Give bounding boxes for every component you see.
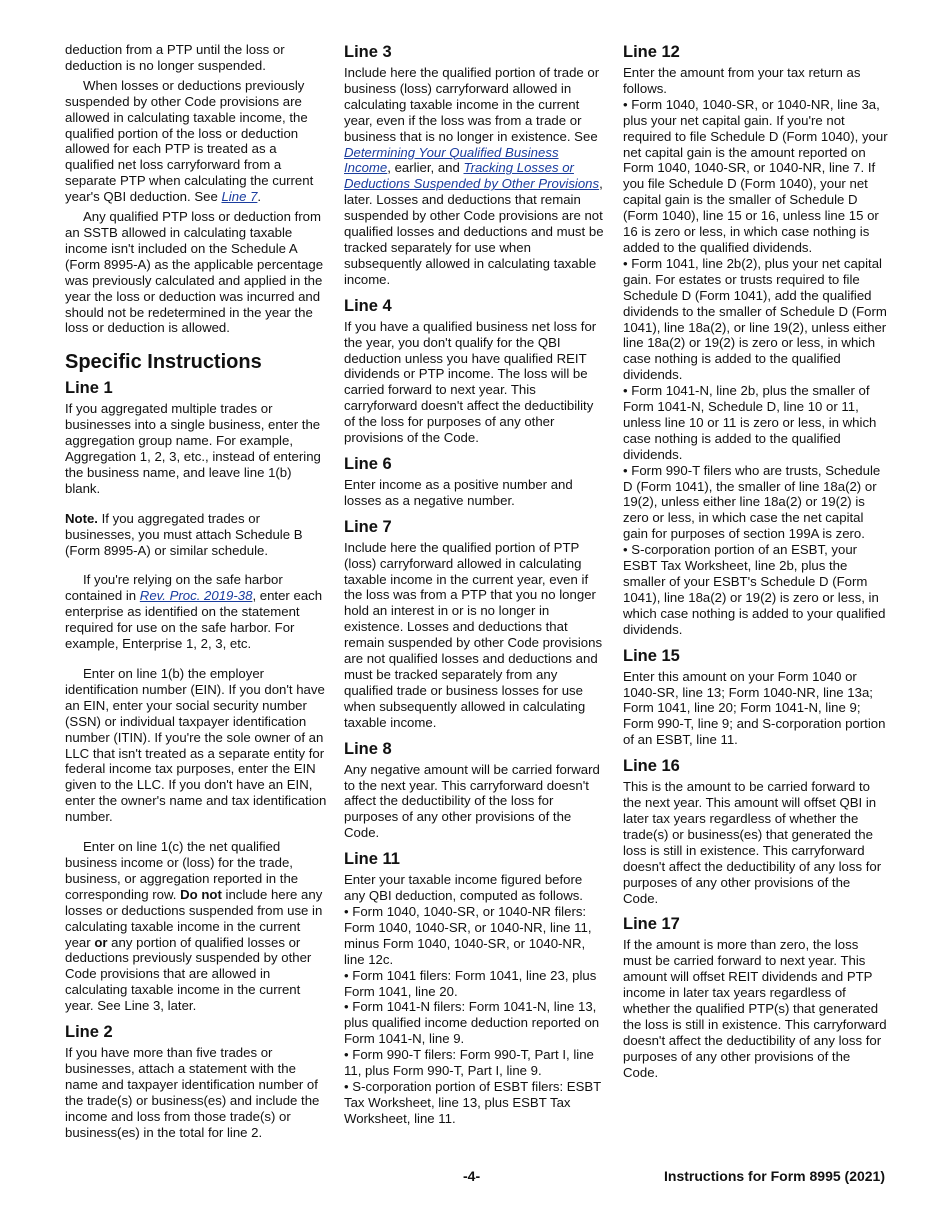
- paragraph: Enter on line 1(b) the employer identification number (EIN). If you don't have an EIN, enter your social security number (SSN) or individual taxpayer identification number (ITIN). If you're the sole owner of an LLC that isn't treated as a separate entity for federal income tax purposes, enter the EIN given to the LLC. If you don't have an EIN, enter the owner's name and tax identification number.: [65, 666, 327, 825]
- list-item: • Form 1041, line 2b(2), plus your net capital gain. For estates or trusts required to file Schedule D (Form 1041), add the qualified dividends to the smaller of Schedule D (Form 1041), line 18a(2), or line 19(2), unless either line 18a(2) or 19(2) is zero or less, in which case nothing is added to the qualified dividends.: [623, 256, 888, 383]
- line-16-heading: Line 16: [623, 757, 680, 776]
- section-heading: Specific Instructions: [65, 351, 262, 374]
- paragraph: Enter your taxable income figured before any QBI deduction, computed as follows.: [344, 872, 583, 904]
- paragraph: When losses or deductions previously suspended by other Code provisions are allowed in calculating taxable income, the qualified portion of the loss or deduction allowed for each PTP is treated as a qualified net loss carryforward from a separate PTP when calculating the current year's QBI deduction. See Line 7.: [65, 77, 314, 205]
- paragraph: If you have more than five trades or businesses, attach a statement with the name and taxpayer identification number of the trade(s) or business(es) and include the income and loss from those trade(s) or business(es) in the total for line 2.: [65, 1045, 320, 1140]
- line-2-heading: Line 2: [65, 1023, 113, 1042]
- paragraph: Enter income as a positive number and losses as a negative number.: [344, 476, 573, 508]
- determining-qbi-link[interactable]: Determining Your Qualified Business Income: [344, 144, 559, 176]
- list-item: • S-corporation portion of ESBT filers: ESBT Tax Worksheet, line 13, plus ESBT Tax Worksheet, line 11.: [344, 1079, 606, 1127]
- note-paragraph: Note. If you aggregated trades or businesses, you must attach Schedule B (Form 8995-A) or similar schedule.: [65, 510, 303, 558]
- line-1-heading: Line 1: [65, 379, 113, 398]
- line-11-heading: Line 11: [344, 850, 400, 869]
- line-15-heading: Line 15: [623, 646, 680, 665]
- line-17-heading: Line 17: [623, 915, 680, 934]
- list-item: • Form 1040, 1040-SR, or 1040-NR filers: Form 1040, 1040-SR, or 1040-NR, line 11, minus Form 1040, 1040-SR, or 1040-NR, line 12c.: [344, 904, 606, 968]
- page-number: -4-: [463, 1168, 481, 1184]
- paragraph: Enter this amount on your Form 1040 or 1040-SR, line 13; Form 1040-NR, line 13a; Form 1041, line 20; Form 1041-N, line 9; Form 990-T, line 9; and S-corporation portion of an ESBT, line 11.: [623, 668, 886, 748]
- column-1: [65, 42, 327, 1140]
- paragraph: If the amount is more than zero, the loss must be carried forward to next year. This amount will offset REIT dividends and PTP income in later tax years regardless of whether the qualified PTP(s) that generated the loss is still in existence. This carryforward doesn't affect the deductibility of any loss for purposes of any other provisions of the Code.: [623, 937, 887, 1080]
- rev-proc-link[interactable]: Rev. Proc. 2019-38: [139, 588, 253, 604]
- paragraph: Include here the qualified portion of PTP (loss) carryforward allowed in calculating taxable income in the current year, even if the loss was from a PTP that you no longer hold an interest in or is no longer in existence. Losses and deductions that remain suspended by other Code provisions are not qualified losses and deductions and must be tracked separately from any qualified trade or business losses for use when subsequently allowed in calculating taxable income.: [344, 539, 603, 730]
- line-4-heading: Line 4: [344, 296, 392, 315]
- paragraph: Include here the qualified portion of trade or business (loss) carryforward allowed in calculating taxable income in the current year, even if the loss was from a trade or business that is no longer in existence. See Determining Your Qualified Business Income, earlier, and Tracking Losses or Deductions Suspended by Other Provisions, later. Losses and deductions that remain suspended by other Code provisions are not qualified losses and deductions and must be tracked separately for use when subsequently allowed in calculating taxable income.: [344, 65, 604, 287]
- list-item: • Form 990-T filers: Form 990-T, Part I, line 11, plus Form 990-T, Part I, line 9.: [344, 1047, 606, 1079]
- list-item: • Form 990-T filers who are trusts, Schedule D (Form 1041), the smaller of line 18a(2) or 19(2), unless either line 18a(2) or 19(2) is zero or less, in which case the net capital gain for purposes of section 199A is zero.: [623, 463, 888, 543]
- line-7-link[interactable]: Line 7: [221, 189, 258, 205]
- line-7-heading: Line 7: [344, 517, 392, 536]
- paragraph: Any negative amount will be carried forward to the next year. This carryforward doesn't affect the deductibility of the loss for purposes of any other provisions of the Code.: [344, 761, 600, 841]
- tracking-losses-link[interactable]: Tracking Losses or Deductions Suspended by Other Provisions: [344, 160, 600, 192]
- list-item: • Form 1041 filers: Form 1041, line 23, plus Form 1041, line 20.: [344, 968, 606, 1000]
- paragraph: If you have a qualified business net loss for the year, you don't qualify for the QBI deduction unless you have qualified REIT dividends or PTP income. The loss will be carried forward to next year. This carryforward doesn't affect the deductibility of the loss for purposes of any other provisions of the Code.: [344, 318, 597, 446]
- paragraph: If you aggregated multiple trades or businesses into a single business, enter the aggregation group name. For example, Aggregation 1, 2, 3, etc., instead of entering the business name, and leave line 1(b) blank.: [65, 401, 321, 496]
- note-label: Note.: [65, 510, 98, 526]
- line-6-heading: Line 6: [344, 454, 392, 473]
- line-12-heading: Line 12: [623, 43, 680, 61]
- column-2: [344, 42, 606, 1127]
- line-3-heading: Line 3: [344, 43, 392, 61]
- paragraph: deduction from a PTP until the loss or deduction is no longer suspended.: [65, 42, 285, 73]
- column-3: [623, 42, 888, 1081]
- line-8-heading: Line 8: [344, 739, 392, 758]
- list-item: • Form 1041-N, line 2b, plus the smaller of Form 1041-N, Schedule D, line 10 or 11, unless line 10 or 11 is zero or less, in which case nothing is added to the qualified dividends.: [623, 383, 888, 463]
- paragraph: Enter the amount from your tax return as follows.: [623, 65, 861, 96]
- paragraph: This is the amount to be carried forward to the next year. This amount will offset QBI in later tax years regardless of whether the trade(s) or business(es) that generated the loss is still in existence. This carryforward doesn't affect the deductibility of any loss for purposes of any other provisions of the Code.: [623, 779, 882, 906]
- paragraph: Enter on line 1(c) the net qualified business income or (loss) for the trade, business, or aggregation reported in the corresponding row. Do not include here any losses or deductions suspended from use in calculating taxable income in the current year or any portion of qualified losses or deductions previously suspended by other Code provisions that are allowed in calculating taxable income in the current year. See Line 3, later.: [65, 839, 323, 1014]
- list-item: • S-corporation portion of an ESBT, your ESBT Tax Worksheet, line 2b, plus the smaller of your ESBT's Schedule D (Form 1041), line 18a(2) or 19(2) is zero or less, in which case nothing is added to your qualified dividends.: [623, 542, 888, 637]
- document-title: Instructions for Form 8995 (2021): [664, 1168, 885, 1184]
- list-item: • Form 1041-N filers: Form 1041-N, line 13, plus qualified income deduction reported on Form 1041-N, line 9.: [344, 999, 606, 1047]
- paragraph: Any qualified PTP loss or deduction from an SSTB allowed in calculating taxable income isn't included on the Schedule A (Form 8995-A) as the applicable percentage was previously calculated and applied in the year the loss or deduction was incurred and should not be redetermined in the year the loss or deduction is allowed.: [65, 209, 324, 336]
- list-item: • Form 1040, 1040-SR, or 1040-NR, line 3a, plus your net capital gain. If you're not required to file Schedule D (Form 1040), your net capital gain is the amount reported on Form 1040, 1040-SR, or 1040-NR, line 7. If you file Schedule D (Form 1040), your net capital gain is the smaller of Schedule D (Form 1040), line 15 or 16, unless line 15 or 16 is zero or less, in which case nothing is added to the qualified dividends.: [623, 97, 888, 256]
- paragraph: If you're relying on the safe harbor contained in Rev. Proc. 2019-38, enter each enterprise as identified on the statement required for use on the safe harbor. For example, Enterprise 1, 2, 3, etc.: [65, 572, 323, 652]
